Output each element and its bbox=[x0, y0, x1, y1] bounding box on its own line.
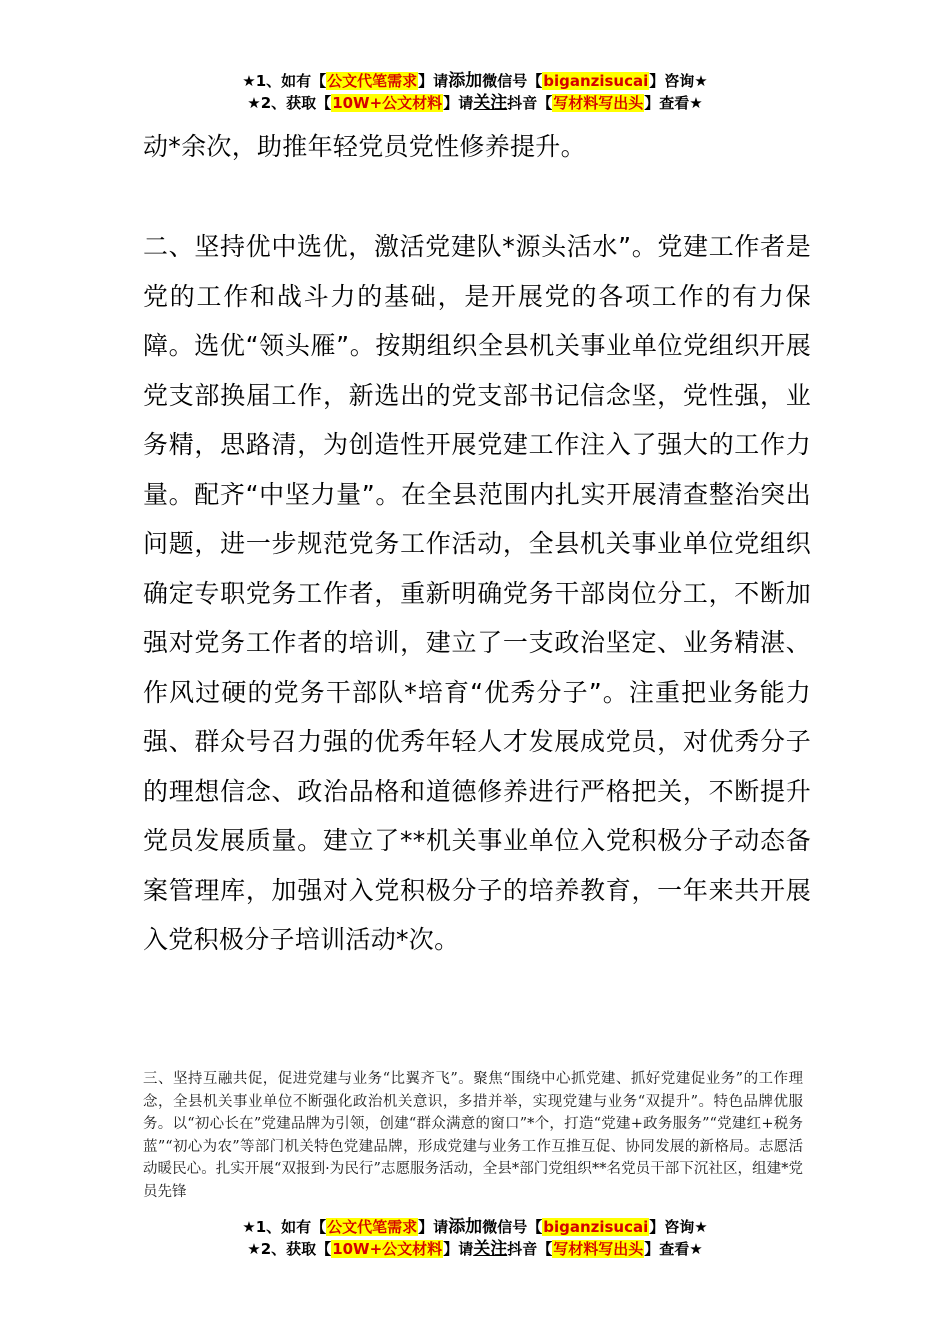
banner-wechat-id: biganzisucai bbox=[543, 72, 649, 90]
banner-text: 微信号【 bbox=[482, 72, 543, 90]
banner-wechat-id: biganzisucai bbox=[543, 1218, 649, 1236]
banner-line-1 bbox=[0, 1216, 950, 1238]
banner-emphasis: 关注 bbox=[473, 1239, 508, 1259]
banner-text: 】请 bbox=[443, 94, 474, 112]
banner-text: 抖音【 bbox=[507, 94, 553, 112]
banner-text: 】咨询★ bbox=[649, 1218, 708, 1236]
banner-text: 】查看★ bbox=[644, 94, 703, 112]
banner-text: 】请 bbox=[418, 72, 449, 90]
banner-text: 】请 bbox=[418, 1218, 449, 1236]
banner-text: ★1、如有【 bbox=[242, 72, 327, 90]
banner-douyin-id: 写材料写出头 bbox=[553, 1240, 644, 1258]
banner-line-2 bbox=[0, 1238, 950, 1260]
top-banner bbox=[0, 70, 950, 114]
banner-text: 】咨询★ bbox=[649, 72, 708, 90]
banner-text: ★2、获取【 bbox=[247, 94, 332, 112]
section-2-paragraph: 二、坚持优中选优，激活党建队*源头活水”。党建工作者是党的工作和战斗力的基础，是开展党的各项工作的有力保障。选优“领头雁”。按期组织全县机关事业单位党组织开展党支部换届工作，新选出的党支部书记信念坚，党性强，业务精，思路清，为创造性开展党建工作注入了强大的工作力量。配齐“中坚力量”。在全县范围内扎实开展清查整治突出问题，进一步规范党务工作活动，全县机关事业单位党组织确定专职党务工作者，重新明确党务干部岗位分工，不断加强对党务工作者的培训，建立了一支政治坚定、业务精湛、作风过硬的党务干部队*培育“优秀分子”。注重把业务能力强、群众号召力强的优秀年轻人才发展成党员，对优秀分子的理想信念、政治品格和道德修养进行严格把关，不断提升党员发展质量。建立了**机关事业单位入党积极分子动态备案管理库，加强对入党积极分子的培养教育，一年来共开展入党积极分子培训活动*次。 bbox=[143, 232, 811, 954]
banner-highlight: 公文代笔需求 bbox=[327, 72, 418, 90]
banner-text: 微信号【 bbox=[482, 1218, 543, 1236]
banner-emphasis: 添加 bbox=[448, 1217, 483, 1237]
banner-text: 】查看★ bbox=[644, 1240, 703, 1258]
banner-line-2 bbox=[0, 92, 950, 114]
banner-douyin-id: 写材料写出头 bbox=[553, 94, 644, 112]
banner-text: 抖音【 bbox=[507, 1240, 553, 1258]
banner-emphasis: 关注 bbox=[473, 93, 508, 113]
banner-emphasis: 添加 bbox=[448, 71, 483, 91]
banner-highlight: 公文代笔需求 bbox=[327, 1218, 418, 1236]
banner-highlight: 10W+公文材料 bbox=[332, 1240, 443, 1258]
banner-line-1 bbox=[0, 70, 950, 92]
banner-text: ★2、获取【 bbox=[247, 1240, 332, 1258]
banner-text: ★1、如有【 bbox=[242, 1218, 327, 1236]
carryover-paragraph: 动*余次，助推年轻党员党性修养提升。 bbox=[143, 132, 586, 161]
bottom-banner bbox=[0, 1216, 950, 1260]
banner-highlight: 10W+公文材料 bbox=[332, 94, 443, 112]
section-3-paragraph: 三、坚持互融共促，促进党建与业务“比翼齐飞”。聚焦“围绕中心抓党建、抓好党建促业务”的工作理念，全县机关事业单位不断强化政治机关意识，多措并举，实现党建与业务“双提升”。特色品牌优服务。以“初心长在”党建品牌为引领，创建“群众满意的窗口”*个，打造“党建+政务服务”“党建红+税务蓝”“初心为农”等部门机关特色党建品牌，形成党建与业务工作互推互促、协同发展的新格局。志愿活动暖民心。扎实开展“双报到·为民行”志愿服务活动，全县*部门党组织**名党员干部下沉社区，组建*党员先锋 bbox=[143, 1071, 803, 1200]
banner-text: 】请 bbox=[443, 1240, 474, 1258]
